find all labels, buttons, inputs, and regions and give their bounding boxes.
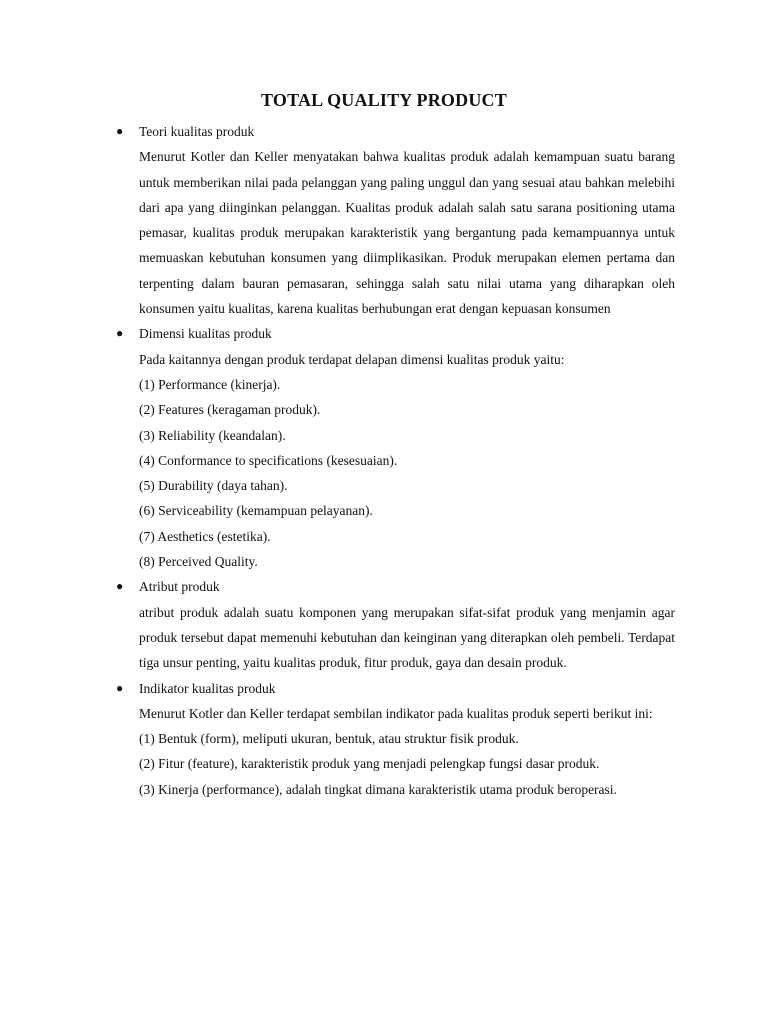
section-paragraph: Pada kaitannya dengan produk terdapat delapan dimensi kualitas produk yaitu: bbox=[139, 351, 565, 367]
document-title: TOTAL QUALITY PRODUCT bbox=[261, 90, 507, 110]
list-item: (5) Durability (daya tahan). bbox=[139, 478, 288, 494]
section-heading: Teori kualitas produk bbox=[139, 124, 255, 139]
bullet-icon: ● bbox=[116, 680, 124, 695]
section-paragraph: Menurut Kotler dan Keller menyatakan bahwa kualitas produk adalah kemampuan suatu barang untuk memberikan nilai pada pelanggan yang paling unggul dan yang sesuai atau bahkan melebihi dari apa yang diinginkan pelanggan. Kualitas produk adalah salah satu sarana positioning utama pemasar, kualitas produk merupakan karakteristik yang bergantung pada kemampuannya untuk memuaskan kebutuhan konsumen yang diimplikasikan. Produk merupakan elemen pertama dan terpenting dalam bauran pemasaran, sehingga salah satu nilai utama yang diharapkan oleh konsumen yaitu kualitas, karena kualitas berhubungan erat dengan kepuasan konsumen bbox=[139, 149, 675, 317]
list-item: (3) Kinerja (performance), adalah tingkat dimana karakteristik utama produk beroperasi. bbox=[139, 781, 617, 797]
section-heading: Dimensi kualitas produk bbox=[139, 326, 272, 342]
section-atribut-produk bbox=[0, 574, 768, 675]
list-item: (3) Reliability (keandalan). bbox=[139, 427, 286, 443]
document-content bbox=[0, 119, 768, 802]
section-teori-kualitas-produk bbox=[0, 119, 768, 321]
list-item: (8) Perceived Quality. bbox=[139, 554, 258, 570]
list-item: (6) Serviceability (kemampuan pelayanan). bbox=[139, 503, 373, 519]
bullet-icon: ● bbox=[116, 326, 124, 341]
list-item: (4) Conformance to specifications (kesesuaian). bbox=[139, 452, 398, 468]
list-item: (1) Performance (kinerja). bbox=[139, 376, 281, 392]
bullet-icon: ● bbox=[116, 579, 124, 594]
section-heading: Indikator kualitas produk bbox=[139, 680, 276, 696]
section-paragraph: Menurut Kotler dan Keller terdapat sembilan indikator pada kualitas produk seperti berikut ini: bbox=[139, 705, 653, 721]
bullet-icon: ● bbox=[116, 124, 124, 138]
section-dimensi-kualitas-produk bbox=[0, 321, 768, 574]
section-indikator-kualitas-produk bbox=[0, 676, 768, 802]
list-item: (2) Features (keragaman produk). bbox=[139, 402, 321, 418]
list-item: (1) Bentuk (form), meliputi ukuran, bentuk, atau struktur fisik produk. bbox=[139, 731, 519, 747]
section-paragraph: atribut produk adalah suatu komponen yang merupakan sifat-sifat produk yang menjamin agar produk tersebut dapat memenuhi kebutuhan dan keinginan yang diterapkan oleh pembeli. Terdapat tiga unsur penting, yaitu kualitas produk, fitur produk, gaya dan desain produk. bbox=[139, 604, 675, 671]
list-item: (7) Aesthetics (estetika). bbox=[139, 528, 271, 544]
list-item: (2) Fitur (feature), karakteristik produk yang menjadi pelengkap fungsi dasar produk. bbox=[139, 756, 600, 772]
section-heading: Atribut produk bbox=[139, 579, 220, 595]
